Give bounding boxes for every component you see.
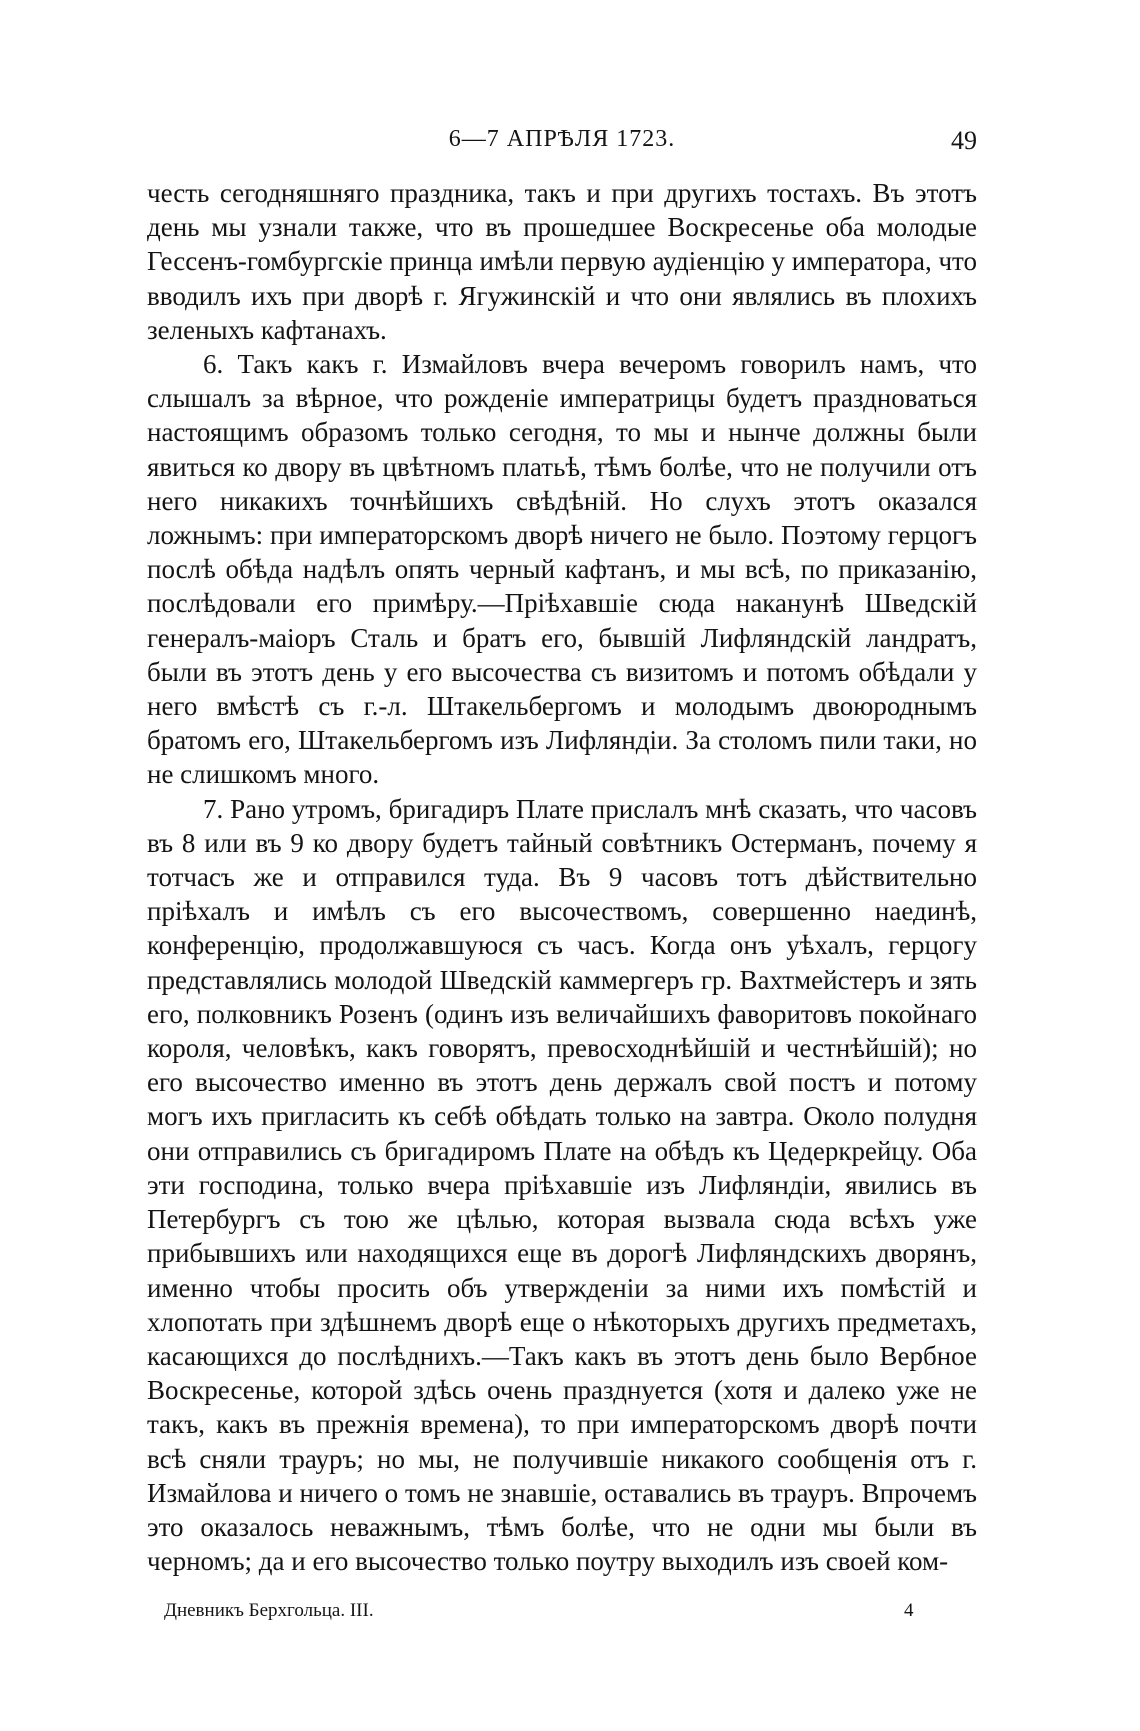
running-head <box>147 126 977 166</box>
footer-signature: Дневникъ Берхгольца. III. <box>164 1600 374 1621</box>
footer <box>164 1600 924 1630</box>
paragraph-entry-7: 7. Рано утромъ, бригадиръ Плате прислалъ мнѣ сказать, что часовъ въ 8 или въ 9 ко двору будетъ тайный совѣтникъ Остерманъ, почему я тотчасъ же и отправился туда. Въ 9 часовъ тотъ дѣйствительно пріѣхалъ и имѣлъ съ его высочествомъ, совершенно наединѣ, конференцію, продолжавшуюся съ часъ. Когда онъ уѣхалъ, герцогу представлялись молодой Шведскій каммергеръ гр. Вахтмейстеръ и зять его, полковникъ Розенъ (одинъ изъ величайшихъ фаворитовъ покойнаго короля, человѣкъ, какъ говорятъ, превосходнѣйшій и честнѣйшій); но его высочество именно въ этотъ день держалъ свой постъ и потому могъ ихъ пригласить къ себѣ обѣдать только на завтра. Около полудня они отправились съ бригадиромъ Плате на обѣдъ къ Цедеркрейцу. Оба эти господина, только вчера пріѣхавшіе изъ Лифляндіи, явились въ Петербургъ съ тою же цѣлью, которая вызвала сюда всѣхъ уже прибывшихъ или находящихся еще въ дорогѣ Лифляндскихъ дворянъ, именно чтобы просить объ утвержденіи за ними ихъ помѣстій и хлопотать при здѣшнемъ дворѣ еще о нѣкоторыхъ другихъ предметахъ, касающихся до послѣднихъ.—Такъ какъ въ этотъ день было Вербное Воскресенье, которой здѣсь очень празднуется (хотя и далеко уже не такъ, какъ въ прежнія времена), то при императорскомъ дворѣ почти всѣ сняли трауръ; но мы, не получившіе никакого сообщенія отъ г. Измайлова и ничего о томъ не знавшіе, оставались въ трауръ. Впрочемъ это оказалось неважнымъ, тѣмъ болѣе, что не одни мы были въ черномъ; да и его высочество только поутру выходилъ изъ своей ком- <box>147 793 977 1577</box>
sheet-number: 4 <box>904 1600 914 1621</box>
running-title: 6—7 АПРѢЛЯ 1723. <box>448 126 676 152</box>
body-text <box>147 176 977 1578</box>
paragraph-entry-6: 6. Такъ какъ г. Измайловъ вчера вечеромъ говорилъ намъ, что слышалъ за вѣрное, что рожденіе императрицы будетъ праздноваться настоящимъ образомъ только сегодня, то мы и нынче должны были явиться ко двору въ цвѣтномъ платьѣ, тѣмъ болѣе, что не получили отъ него никакихъ точнѣйшихъ свѣдѣній. Но слухъ этотъ оказался ложнымъ: при императорскомъ дворѣ ничего не было. Поэтому герцогъ послѣ обѣда надѣлъ опять черный кафтанъ, и мы всѣ, по приказанію, послѣдовали его примѣру.—Пріѣхавшіе сюда наканунѣ Шведскій генералъ-маіоръ Сталь и братъ его, бывшій Лифляндскій ландратъ, были въ этотъ день у его высочества съ визитомъ и потомъ обѣдали у него вмѣстѣ съ г.-л. Штакельбергомъ и молодымъ двоюроднымъ братомъ его, Штакельбергомъ изъ Лифляндіи. За столомъ пили таки, но не слишкомъ много. <box>147 349 977 790</box>
page-number: 49 <box>951 126 977 155</box>
paragraph-continuation: честь сегодняшняго праздника, такъ и при другихъ тостахъ. Въ этотъ день мы узнали также, что въ прошедшее Воскресенье оба молодые Гессенъ-гомбургскіе принца имѣли первую аудіенцію у императора, что вводилъ ихъ при дворѣ г. Ягужинскій и что они являлись въ плохихъ зеленыхъ кафтанахъ. <box>147 178 977 345</box>
